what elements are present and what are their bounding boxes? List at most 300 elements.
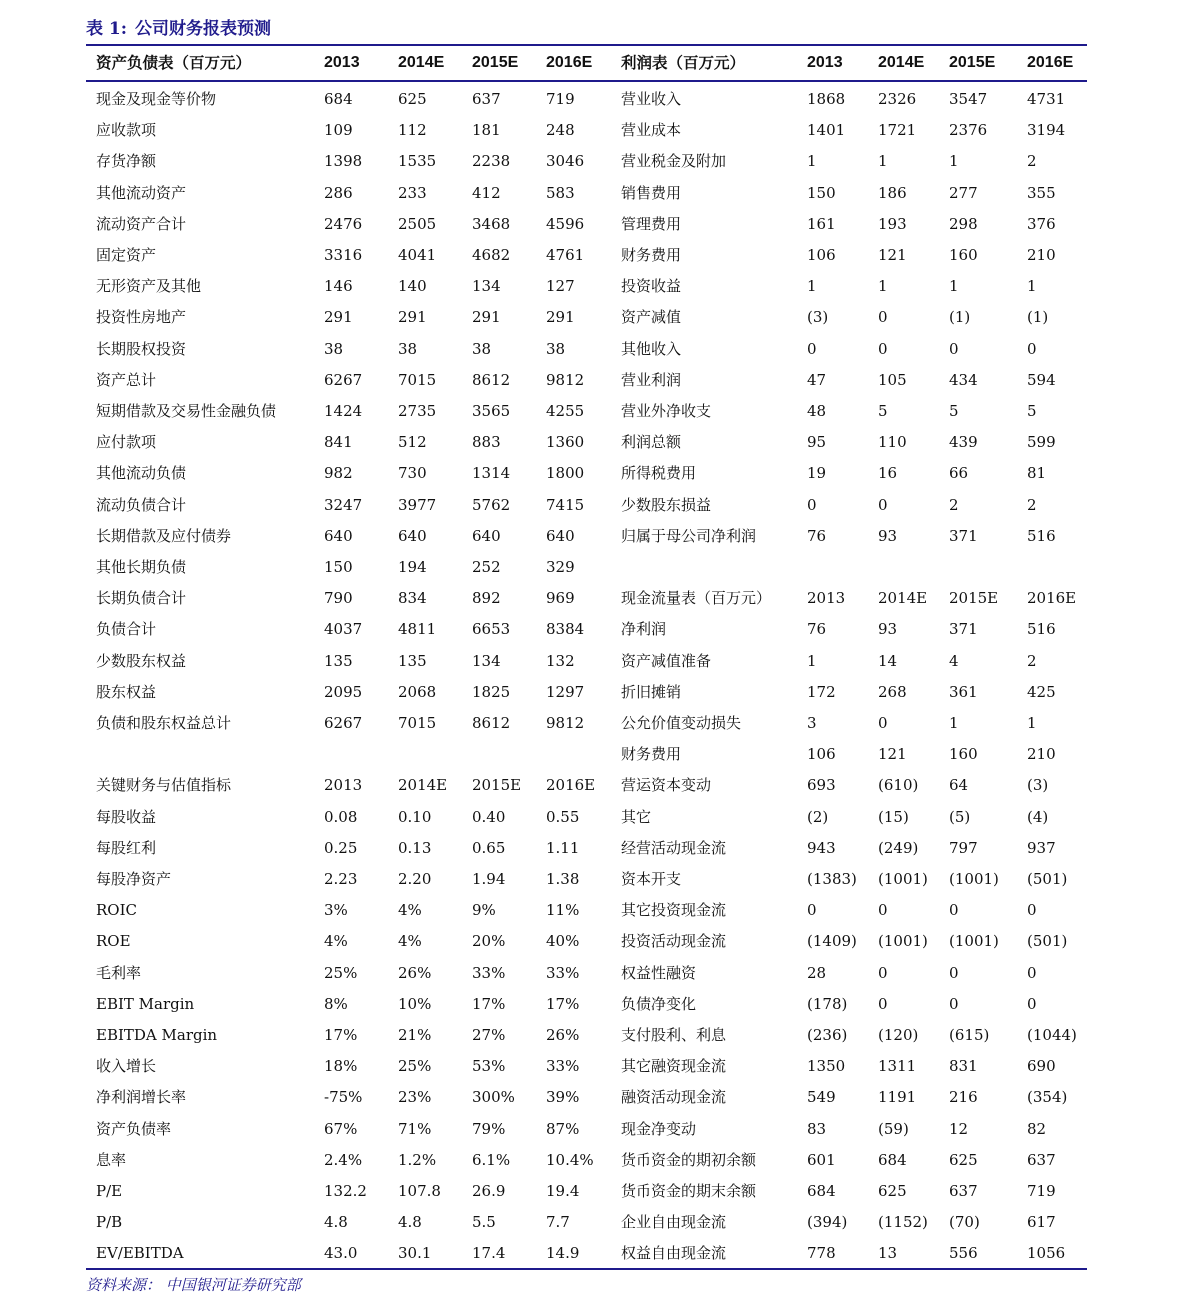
left-row-value: 3316 <box>324 246 363 264</box>
right-row-value: 637 <box>1027 1150 1056 1169</box>
right-row-value: 594 <box>1027 370 1056 389</box>
right-row-value: 1 <box>807 651 817 670</box>
right-row-value: 355 <box>1027 183 1056 202</box>
left-row-value: 181 <box>472 121 501 140</box>
header-col-2015e: 2015E <box>949 54 996 71</box>
left-row-value: 109 <box>324 121 353 140</box>
right-row-value: 690 <box>1027 1057 1056 1076</box>
right-row-label: 营业外净收支 <box>621 402 712 420</box>
table-row <box>0 770 1191 801</box>
right-row-value: 193 <box>878 214 907 233</box>
left-row-value: 8612 <box>472 714 511 732</box>
left-row-value: 730 <box>398 464 427 483</box>
left-row-value: 71% <box>398 1119 432 1138</box>
right-row-value: 625 <box>949 1150 978 1169</box>
left-row-value: 17.4 <box>472 1244 506 1263</box>
right-row-value: 66 <box>949 464 969 483</box>
right-row-value: 47 <box>807 370 827 389</box>
left-row-value: 140 <box>398 277 427 296</box>
right-row-value: 2 <box>1027 152 1037 171</box>
left-row-value: 43.0 <box>324 1244 358 1263</box>
right-row-value: 617 <box>1027 1213 1056 1232</box>
left-row-value: 3046 <box>546 152 585 171</box>
left-row-value: 112 <box>398 121 427 140</box>
left-row-value: 2505 <box>398 214 437 233</box>
left-row-label: 应付款项 <box>96 433 157 452</box>
left-row-value: 40% <box>546 932 580 951</box>
left-row-value: 79% <box>472 1119 506 1138</box>
right-row-value: 2376 <box>949 121 988 140</box>
right-row-value: 76 <box>807 526 827 545</box>
left-row-value: 969 <box>546 589 575 608</box>
right-row-value: 937 <box>1027 838 1056 857</box>
left-row-value: 6267 <box>324 370 363 389</box>
left-row-value: 2015E <box>472 776 522 795</box>
right-row-value: 0 <box>1027 901 1037 920</box>
right-row-label: 营业收入 <box>621 90 682 108</box>
left-row-value: 132 <box>546 651 575 670</box>
right-row-value: 160 <box>949 246 978 264</box>
left-row-value: 1297 <box>546 682 585 701</box>
left-row-value: 17% <box>472 994 506 1013</box>
left-row-value: 5762 <box>472 495 511 514</box>
right-row-value: 0 <box>949 901 959 920</box>
right-row-label: 所得税费用 <box>621 464 697 483</box>
right-row-value: 831 <box>949 1057 978 1076</box>
source-note: 资料来源： 中国银河证券研究部 <box>86 1276 301 1294</box>
left-row-label: EV/EBITDA <box>96 1244 184 1263</box>
left-row-value: 30.1 <box>398 1244 432 1263</box>
right-row-value: 268 <box>878 682 907 701</box>
left-row-value: 0.40 <box>472 807 506 826</box>
right-row-value: (354) <box>1027 1088 1068 1107</box>
right-row-value: 0 <box>949 994 959 1013</box>
right-row-value: 556 <box>949 1244 978 1263</box>
table-row <box>0 583 1191 614</box>
right-row-value: 93 <box>878 620 898 639</box>
left-row-label: 息率 <box>96 1150 127 1169</box>
table-row <box>0 708 1191 739</box>
left-row-value: 1398 <box>324 152 363 171</box>
right-row-value: 186 <box>878 183 907 202</box>
left-row-value: 1.2% <box>398 1150 437 1169</box>
right-row-value: 210 <box>1027 246 1056 264</box>
right-row-label: 资本开支 <box>621 870 682 888</box>
right-row-value: (120) <box>878 1026 919 1044</box>
left-row-value: 2238 <box>472 152 511 171</box>
right-row-value: (3) <box>807 308 829 327</box>
right-row-label: 销售费用 <box>621 183 682 202</box>
left-row-value: 87% <box>546 1119 580 1138</box>
left-row-value: 2476 <box>324 214 363 233</box>
left-row-value: 291 <box>398 308 427 327</box>
right-row-label: 营运资本变动 <box>621 776 712 795</box>
right-row-value: (501) <box>1027 870 1068 888</box>
table-row <box>0 521 1191 552</box>
right-row-value: (1001) <box>949 870 999 888</box>
left-row-value: 625 <box>398 90 427 108</box>
right-row-label: 净利润 <box>621 620 667 639</box>
header-income-statement: 利润表（百万元） <box>621 53 746 72</box>
right-row-value: 943 <box>807 838 836 857</box>
right-row-label: 负债净变化 <box>621 994 697 1013</box>
right-row-value: 693 <box>807 776 836 795</box>
table-row <box>0 271 1191 302</box>
left-row-value: 8384 <box>546 620 585 639</box>
left-row-value: 2735 <box>398 402 437 420</box>
header-col-2014e: 2014E <box>878 54 925 71</box>
table-title <box>86 16 271 42</box>
left-row-value: 286 <box>324 183 353 202</box>
left-row-label: 每股红利 <box>96 838 157 857</box>
right-row-value: 0 <box>949 963 959 982</box>
header-balance-sheet: 资产负债表（百万元） <box>96 53 252 72</box>
right-row-value: 371 <box>949 526 978 545</box>
left-row-value: 4037 <box>324 620 363 639</box>
right-row-value: 0 <box>878 339 888 358</box>
right-row-value: (2) <box>807 807 829 826</box>
left-row-value: 3565 <box>472 402 511 420</box>
left-row-label: P/B <box>96 1213 123 1232</box>
table-row <box>0 833 1191 864</box>
right-row-label: 融资活动现金流 <box>621 1088 727 1107</box>
left-row-value: 291 <box>472 308 501 327</box>
left-row-label: ROE <box>96 932 131 951</box>
right-row-value: 0 <box>949 339 959 358</box>
right-row-value: 434 <box>949 370 978 389</box>
table-number: 表 1: <box>86 19 128 39</box>
left-row-value: 640 <box>324 526 353 545</box>
right-row-value: 1 <box>1027 714 1037 732</box>
left-row-value: 33% <box>472 963 506 982</box>
right-row-value: (236) <box>807 1026 848 1044</box>
left-row-value: 1360 <box>546 433 585 452</box>
right-row-value: 83 <box>807 1119 827 1138</box>
right-row-value: 0 <box>1027 339 1037 358</box>
left-row-value: 1.38 <box>546 870 580 888</box>
right-row-value: 719 <box>1027 1182 1056 1200</box>
left-row-value: 0.25 <box>324 838 358 857</box>
table-row <box>0 334 1191 365</box>
table-row <box>0 427 1191 458</box>
right-row-value: 0 <box>807 901 817 920</box>
header-col-2013: 2013 <box>807 54 843 71</box>
left-row-value: 38 <box>546 339 566 358</box>
right-row-value: 1311 <box>878 1057 917 1076</box>
right-row-value: 106 <box>807 745 836 764</box>
right-row-value: 4731 <box>1027 90 1066 108</box>
bottom-rule <box>86 1268 1087 1270</box>
table-row <box>0 677 1191 708</box>
left-row-label: 流动负债合计 <box>96 495 187 514</box>
left-row-value: 640 <box>472 526 501 545</box>
right-row-value: 110 <box>878 433 907 452</box>
right-row-label: 权益自由现金流 <box>621 1244 727 1263</box>
left-row-value: 134 <box>472 277 501 296</box>
right-row-label: 经营活动现金流 <box>621 838 727 857</box>
table-row <box>0 552 1191 583</box>
right-row-value: 0 <box>878 901 888 920</box>
right-row-label: 其它投资现金流 <box>621 901 727 920</box>
right-row-value: 298 <box>949 214 978 233</box>
table-row <box>0 302 1191 333</box>
left-row-value: 38 <box>472 339 492 358</box>
right-row-value: (4) <box>1027 807 1049 826</box>
left-row-value: 10.4% <box>546 1150 594 1169</box>
left-row-value: 4811 <box>398 620 437 639</box>
right-row-value: 1401 <box>807 121 846 140</box>
left-row-value: 14.9 <box>546 1244 580 1263</box>
right-row-value: 216 <box>949 1088 978 1107</box>
left-row-value: 4041 <box>398 246 437 264</box>
left-row-value: 10% <box>398 994 432 1013</box>
right-row-label: 权益性融资 <box>621 963 697 982</box>
left-row-value: 637 <box>472 90 501 108</box>
right-row-value: 637 <box>949 1182 978 1200</box>
right-row-label: 现金流量表（百万元） <box>621 589 772 608</box>
left-row-value: 2.23 <box>324 870 358 888</box>
right-row-value: 425 <box>1027 682 1056 701</box>
left-row-value: 107.8 <box>398 1182 441 1200</box>
right-row-value: 160 <box>949 745 978 764</box>
left-row-label: 净利润增长率 <box>96 1088 187 1107</box>
left-row-value: 790 <box>324 589 353 608</box>
left-row-value: 1.11 <box>546 838 580 857</box>
right-row-label: 少数股东损益 <box>621 495 712 514</box>
right-row-label: 企业自由现金流 <box>621 1213 727 1232</box>
left-row-value: 1535 <box>398 152 437 171</box>
right-row-value: 1 <box>949 714 959 732</box>
right-row-value: 3547 <box>949 90 988 108</box>
left-row-label: 毛利率 <box>96 963 142 982</box>
table-row <box>0 146 1191 177</box>
table-caption: 公司财务报表预测 <box>135 19 272 39</box>
left-row-value: 329 <box>546 558 575 576</box>
right-row-label: 资产减值准备 <box>621 651 712 670</box>
table-row <box>0 396 1191 427</box>
left-row-value: 4255 <box>546 402 585 420</box>
left-row-value: 27% <box>472 1026 506 1044</box>
left-row-value: 640 <box>398 526 427 545</box>
left-row-value: 5.5 <box>472 1213 496 1232</box>
right-row-value: (610) <box>878 776 919 795</box>
left-row-value: 6.1% <box>472 1150 511 1169</box>
left-row-value: 0.55 <box>546 807 580 826</box>
left-row-value: 25% <box>398 1057 432 1076</box>
left-row-value: 25% <box>324 963 358 982</box>
right-row-value: 1191 <box>878 1088 917 1107</box>
right-row-value: 48 <box>807 402 827 420</box>
right-row-value: 0 <box>807 339 817 358</box>
table-row <box>0 84 1191 115</box>
left-row-label: 流动资产合计 <box>96 214 187 233</box>
left-row-label: 短期借款及交易性金融负债 <box>96 402 277 420</box>
right-row-value: 161 <box>807 214 836 233</box>
right-row-value: (1001) <box>949 932 999 951</box>
right-row-label: 其他收入 <box>621 339 682 358</box>
right-row-value: (615) <box>949 1026 990 1044</box>
header-col-2016e: 2016E <box>1027 54 1074 71</box>
left-row-value: 146 <box>324 277 353 296</box>
right-row-label: 管理费用 <box>621 214 682 233</box>
right-row-value: 16 <box>878 464 898 483</box>
left-row-value: 4596 <box>546 214 585 233</box>
right-row-value: 599 <box>1027 433 1056 452</box>
left-row-value: 4% <box>324 932 348 951</box>
right-row-value: 14 <box>878 651 898 670</box>
left-row-value: 26% <box>546 1026 580 1044</box>
table-row <box>0 739 1191 770</box>
right-row-value: 0 <box>1027 963 1037 982</box>
right-row-label: 公允价值变动损失 <box>621 714 742 732</box>
left-row-value: 291 <box>546 308 575 327</box>
table-row <box>0 178 1191 209</box>
table-row <box>0 1145 1191 1176</box>
left-row-value: 248 <box>546 121 575 140</box>
right-row-value: (1409) <box>807 932 857 951</box>
right-row-value: 81 <box>1027 464 1047 483</box>
left-row-label: 长期股权投资 <box>96 339 187 358</box>
right-row-value: 516 <box>1027 526 1056 545</box>
right-row-value: 1350 <box>807 1057 846 1076</box>
right-row-value: 0 <box>878 994 888 1013</box>
table-row <box>0 1238 1191 1269</box>
left-row-value: 6267 <box>324 714 363 732</box>
right-row-value: 361 <box>949 682 978 701</box>
right-row-value: 150 <box>807 183 836 202</box>
right-row-label: 营业利润 <box>621 370 682 389</box>
table-row <box>0 1207 1191 1238</box>
right-row-value: 1056 <box>1027 1244 1066 1263</box>
right-row-value: 1721 <box>878 121 917 140</box>
right-row-value: 121 <box>878 745 907 764</box>
left-row-value: 8612 <box>472 370 511 389</box>
left-row-value: 53% <box>472 1057 506 1076</box>
right-row-value: (59) <box>878 1119 909 1138</box>
right-row-value: 95 <box>807 433 827 452</box>
left-row-value: 9% <box>472 901 496 920</box>
left-row-value: -75% <box>324 1088 363 1107</box>
header-col-2013: 2013 <box>324 54 360 71</box>
left-row-value: 583 <box>546 183 575 202</box>
left-row-label: EBIT Margin <box>96 994 195 1013</box>
right-row-value: 210 <box>1027 745 1056 764</box>
left-row-value: 20% <box>472 932 506 951</box>
header-col-2015e: 2015E <box>472 54 519 71</box>
left-row-value: 2.20 <box>398 870 432 888</box>
left-row-value: 26% <box>398 963 432 982</box>
right-row-value: 376 <box>1027 214 1056 233</box>
left-row-value: 7015 <box>398 370 437 389</box>
left-row-value: 33% <box>546 963 580 982</box>
left-row-value: 640 <box>546 526 575 545</box>
left-row-value: 11% <box>546 901 580 920</box>
left-row-value: 33% <box>546 1057 580 1076</box>
table-row <box>0 1082 1191 1113</box>
right-row-value: 778 <box>807 1244 836 1263</box>
right-row-label: 支付股利、利息 <box>621 1026 727 1044</box>
left-row-value: 4.8 <box>398 1213 422 1232</box>
right-row-value: (394) <box>807 1213 848 1232</box>
table-row <box>0 614 1191 645</box>
left-row-value: 134 <box>472 651 501 670</box>
left-row-label: 固定资产 <box>96 246 157 264</box>
right-row-value: 0 <box>878 714 888 732</box>
table-row <box>0 365 1191 396</box>
left-row-value: 132.2 <box>324 1182 367 1200</box>
left-row-value: 135 <box>398 651 427 670</box>
left-row-label: ROIC <box>96 901 137 920</box>
table-row <box>0 1114 1191 1145</box>
left-row-value: 1.94 <box>472 870 506 888</box>
table-row <box>0 458 1191 489</box>
right-row-value: (1001) <box>878 870 928 888</box>
right-row-value: 371 <box>949 620 978 639</box>
left-row-label: 少数股东权益 <box>96 651 187 670</box>
table-row <box>0 864 1191 895</box>
right-row-value: 439 <box>949 433 978 452</box>
right-row-label: 财务费用 <box>621 246 682 264</box>
right-row-value: 1 <box>807 277 817 296</box>
right-row-value: 549 <box>807 1088 836 1107</box>
right-row-value: 5 <box>878 402 888 420</box>
right-row-value: 0 <box>1027 994 1037 1013</box>
table-row <box>0 1176 1191 1207</box>
top-rule <box>86 44 1087 46</box>
right-row-label: 资产减值 <box>621 308 682 327</box>
table-row <box>0 926 1191 957</box>
left-row-value: 18% <box>324 1057 358 1076</box>
right-row-value: 5 <box>949 402 959 420</box>
right-row-value: 2 <box>1027 651 1037 670</box>
left-row-value: 2014E <box>398 776 448 795</box>
table-row <box>0 958 1191 989</box>
right-row-value: (1001) <box>878 932 928 951</box>
left-row-label: 其他流动负债 <box>96 464 187 483</box>
left-row-label: 关键财务与估值指标 <box>96 776 232 795</box>
left-row-value: 67% <box>324 1119 358 1138</box>
left-row-value: 892 <box>472 589 501 608</box>
right-row-value: (1383) <box>807 870 857 888</box>
right-row-value: 12 <box>949 1119 969 1138</box>
right-row-value: 516 <box>1027 620 1056 639</box>
right-row-value: 1868 <box>807 90 846 108</box>
left-row-value: 39% <box>546 1088 580 1107</box>
left-row-label: 存货净额 <box>96 152 157 171</box>
right-row-label: 其它融资现金流 <box>621 1057 727 1076</box>
table-row <box>0 802 1191 833</box>
right-row-value: (3) <box>1027 776 1049 795</box>
right-row-value: 684 <box>807 1182 836 1200</box>
right-row-value: 82 <box>1027 1119 1047 1138</box>
left-row-value: 512 <box>398 433 427 452</box>
right-row-value: (178) <box>807 994 848 1013</box>
right-row-value: 172 <box>807 682 836 701</box>
right-row-value: 0 <box>878 308 888 327</box>
left-row-label: 长期负债合计 <box>96 589 187 608</box>
right-row-label: 营业成本 <box>621 121 682 140</box>
left-row-value: 412 <box>472 183 501 202</box>
table-row <box>0 490 1191 521</box>
right-row-value: 121 <box>878 246 907 264</box>
left-row-label: 每股净资产 <box>96 870 172 888</box>
right-row-value: 1 <box>949 152 959 171</box>
right-row-value: 797 <box>949 838 978 857</box>
left-row-label: 应收款项 <box>96 121 157 140</box>
left-row-label: 负债和股东权益总计 <box>96 714 232 732</box>
left-row-value: 23% <box>398 1088 432 1107</box>
left-row-value: 4% <box>398 932 422 951</box>
